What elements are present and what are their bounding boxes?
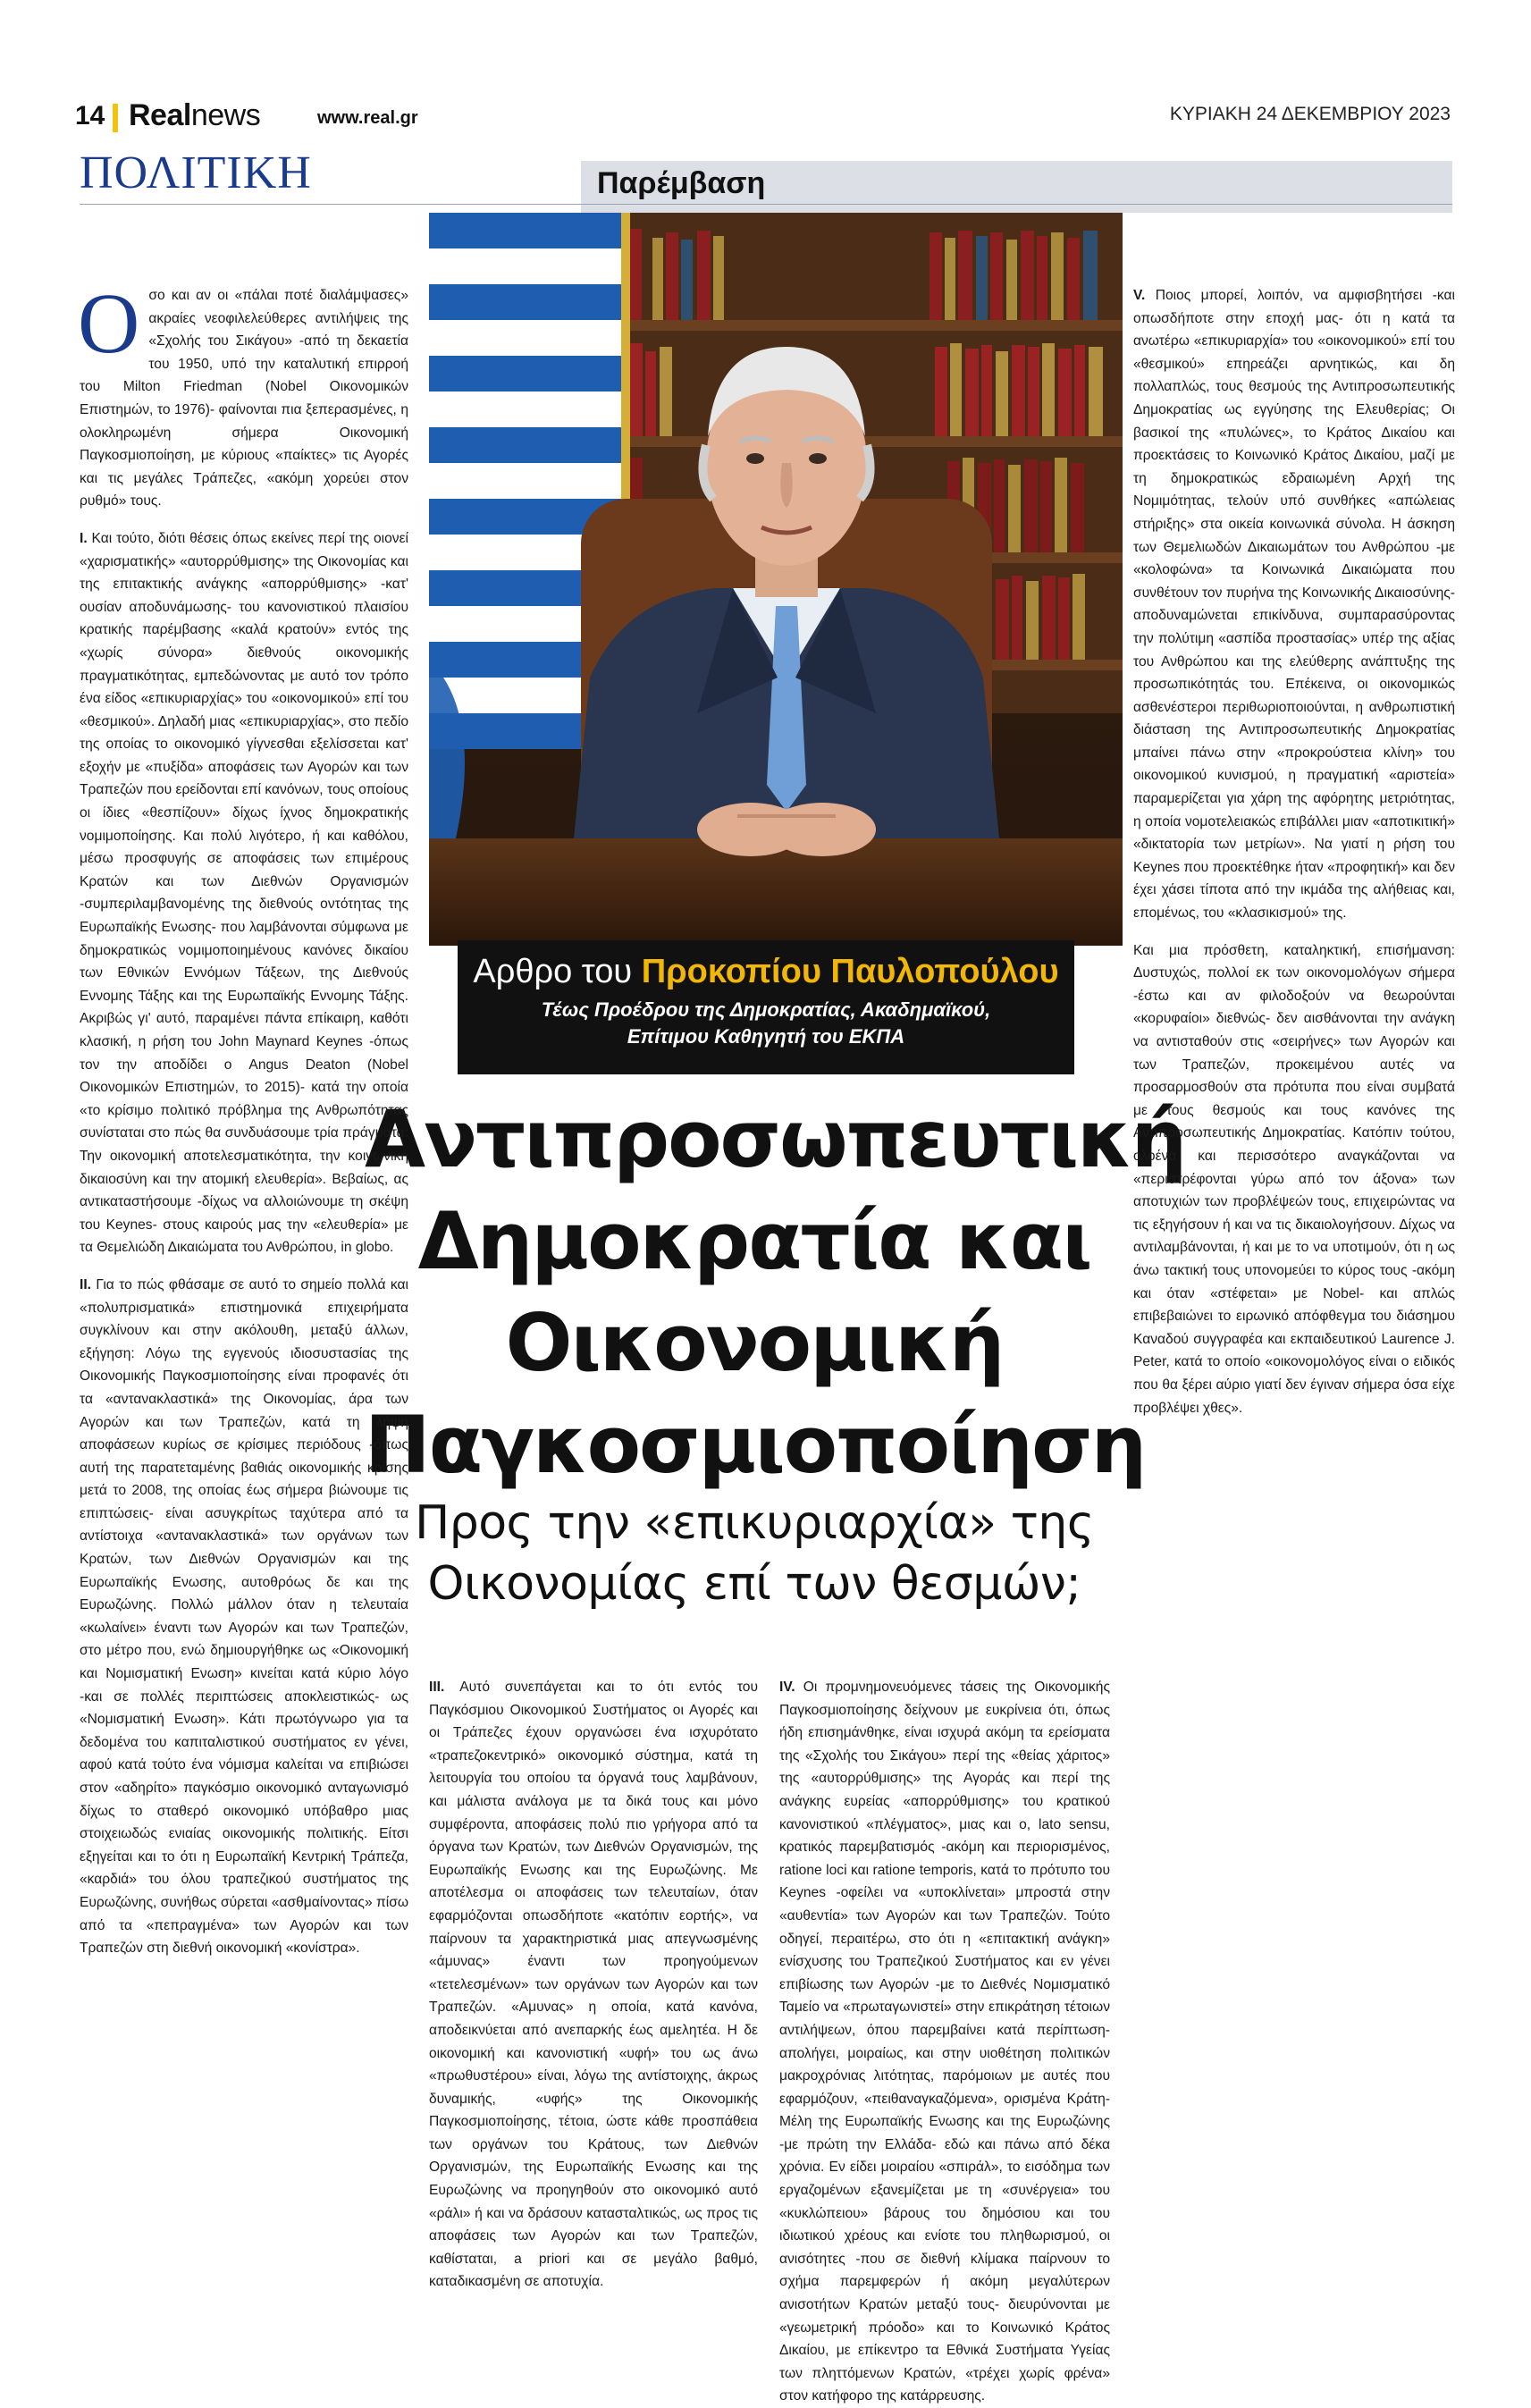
article-column-right — [1133, 284, 1455, 2134]
headline-line-2: Δημοκρατία και — [417, 1195, 1091, 1287]
section-2-label: II. — [80, 1276, 91, 1292]
byline-prefix: Αρθρο του — [473, 953, 642, 990]
kicker-label: Παρέμβαση — [597, 166, 766, 200]
byline-author-name: Προκοπίου Παυλοπούλου — [641, 953, 1059, 990]
section-4-label: IV. — [779, 1680, 795, 1695]
byline-author-line — [458, 953, 1074, 991]
intro-paragraph — [78, 275, 408, 513]
section-5-text: Ποιος μπορεί, λοιπόν, να αμφισβητήσει -και οπωσδήποτε στην εποχή μας- ότι η κατά τα ανωτέρω «επικυριαρχία» του «οικονομικού» επί του «θεσμικού» επηρεάζει αρνητικώς, και δη πολλαπλώς, τους θεσμούς της Αντιπροσωπευτικής Δημοκρατίας ως εγγύησης της Ελευθερίας; Οι βασικοί της «πυλώνες», το Κράτος Δικαίου και προεκτάσεις το Κοινωνικό Κράτος Δικαίου, μαζί με τη δημοκρατικώς εδραιωμένη Αρχή της Νομιμότητας, τελούν υπό συνθήκες «απώλειας στήριξης» στα οικεία κοινωνικά σύνολα. Η άσκηση των Θεμελιωδών Δικαιωμάτων του Ανθρώπου -με «κολοφώνα» τα Κοινωνικά Δικαιώματα που συνθέτουν τον πυρήνα της Κοινωνικής Δικαιοσύνης- αποδυναμώνεται επικίνδυνα, συμπαρασύροντας την πολύτιμη «ασπίδα προστασίας» υπέρ της αξίας του Ανθρώπου και της ελεύθερης ανάπτυξης της προσωπικότητάς του. Επέκεινα, οι οικονομικώς ασθενέστεροι περιθωριοποιούνται, η ανθρωπιστική διάσταση της Αντιπροσωπευτικής Δημοκρατίας μπαίνει πάνω στην «προκρούστεια κλίνη» του οικονομικού κυνισμού, η πραγματική «αριστεία» παραμερίζεται για χάρη της αφόρητης μετριότητας, η οποία νομοτελειακώς επιβάλλει μιαν «αποτικιτική» «δικτατορία των μετρίων». Να γιατί η ρήση του Keynes που προεκτέθηκε ήταν «προφητική» και δεν έχει χάσει τίποτα από την ικμάδα της αλήθειας και, επομένως, του «κλασικισμού» της. — [1133, 288, 1455, 922]
brand-logo — [129, 98, 260, 133]
section-title: ΠΟΛΙΤΙΚΗ — [80, 147, 312, 198]
headline-line-1: Αντιπροσωπευτική — [365, 1093, 1186, 1185]
header-rule — [80, 204, 1452, 205]
section-2-text: Για το πώς φθάσαμε σε αυτό το σημείο πολλά και «πολυπρισματικά» επιστημονικά επιχειρήματα συγκλίνουν και στην ακόλουθη, μεταξύ άλλων, εξήγηση: Λόγω της εγγενούς ιδιοσυστασίας της Οικονομικής Παγκοσμιοποίησης είναι προφανές ότι τα «αντανακλαστικά» της Οικονομίας, άρα των Αγορών και των Τραπεζών, κατά τη λήψη αποφάσεων κυρίως σε κρίσιμες περιόδους -όπως αυτή της παρατεταμένης βαθιάς οικονομικής κρίσης μετά το 2008, της οποίας έως σήμερα βιώνουμε τις επιπτώσεις- είναι ασυγκρίτως ταχύτερα από τα αντίστοιχα «αντανακλαστικά» των οργάνων των Κρατών, των Διεθνών Οργανισμών και της Ευρωπαϊκής Ενωσης, αυτοθρόως δε και της Ευρωζώνης. Πολλώ μάλλον όταν η τελευταία «κωλαίνει» έναντι των Αγορών και των Τραπεζών, στο μέτρο που, ενώ δημιουργήθηκε ως «Οικονομική και Νομισματική Ενωση» κινείται κατά κύριο λόγο -και σε πολλές περιπτώσεις αποκλειστικώς- ως «Νομισματική Ενωση». Κάτι πρωτόγνωρο για τα δεδομένα του καπιταλιστικού συστήματος εν γένει, αφού κατά τούτο ένα νόμισμα καλείται να επιβιώσει στον «αδηρίτο» παγκόσμιο οικονομικό ανταγωνισμό δίχως το σταθερό οικονομικό υπόβαθρο μιας στοιχειωδώς ενιαίας οικονομικής πολιτικής. Είτσι εξηγείται και το ότι η Ευρωπαϊκή Κεντρική Τράπεζα, «καρδιά» του όλου τραπεζικού συστήματος της Ευρωζώνης, συνήθως σύρεται «ασθμαίνοντας» πίσω από τα «πεπραγμένα» των Αγορών και των Τραπεζών στη διεθνή οικονομική «κονίστρα». — [80, 1276, 408, 1957]
header-divider — [113, 104, 118, 132]
article-column-left — [78, 275, 408, 2134]
subheadline — [365, 1493, 1144, 1614]
clasped-hands — [697, 803, 876, 856]
article-column-center-left — [429, 1676, 758, 2290]
section-1-label: I. — [80, 530, 88, 546]
section-3-text: Αυτό συνεπάγεται και το ότι εντός του Παγκόσμιου Οικονομικού Συστήματος οι Αγορές και οι Τράπεζες έχουν οργανώσει ένα ισχυρότατο «τραπεζοκεντρικό» οικονομικό σύστημα, κατά τη λειτουργία του οποίου τα όργανά τους λαμβάνουν, και μάλιστα ανάλογα με τα δικά τους και μόνο συμφέροντα, αποφάσεις πολύ πιο γρήγορα από τα όργανα των Κρατών, των Διεθνών Οργανισμών, της Ευρωπαϊκής Ενωσης και της Ευρωζώνης. Με αποτέλεσμα οι αποφάσεις των τελευταίων, όταν εφαρμόζονται οπωσδήποτε «κατόπιν εορτής», να παίρνουν τα χαρακτηριστικά μιας απεγνωσμένης «άμυνας» έναντι των προηγούμενων «τετελεσμένων» των οργάνων των Αγορών και των Τραπεζών. «Αμυνας» η οποία, κατά κανόνα, αποδεικνύεται από ανεπαρκής έως αμελητέα. Η δε οικονομική και κανονιστική «υφή» του ως άνω «πρωθυστέρου» είναι, λόγω της αντίστοιχης, άκρως δυναμικής, «υφής» της Οικονομικής Παγκοσμιοποίησης, τέτοια, ώστε κάθε προσπάθεια των οργάνων του Κράτους, των Διεθνών Οργανισμών, της Ευρωπαϊκής Ενωσης και της Ευρωζώνης να προηγηθούν στο οικονομικό αυτό «ράλι» ή και να δράσουν κατασταλτικώς, ως προς τις αποφάσεις των Αγορών και των Τραπεζών, καθίσταται, a priori και σε μεγάλο βαθμό, καταδικασμένη σε αποτυχία. — [429, 1680, 758, 2290]
byline-box — [458, 940, 1074, 1074]
section-1 — [80, 527, 408, 1259]
article-column-center-right — [779, 1676, 1110, 2404]
author-photo — [429, 213, 1123, 946]
brand-bold: Real — [129, 98, 191, 132]
issue-date: ΚΥΡΙΑΚΗ 24 ΔΕΚΕΜΒΡΙΟΥ 2023 — [1169, 104, 1451, 124]
closing-paragraph: Και μια πρόσθετη, καταληκτική, επισήμανση: Δυστυχώς, πολλοί εκ των οικονομολόγων σήμερα -έστω και αν φιλοδοξούν να θεωρούνται «κορυφαίοι» διεθνώς- δεν αισθάνονται την ανάγκη να αντισταθούν στις «σειρήνες» των Αγορών και των Τραπεζών, προκειμένου αυτές να προσαρμοσθούν στα πρότυπα που είναι συμβατά με τους θεσμούς και τους κανόνες της Αντιπροσωπευτικής Δημοκρατίας. Κατόπιν τούτου, ολοένα και περισσότερο αναγκάζονται να «περιστρέφονται γύρω από τον άξονα» των αποτυχιών των προβλέψεών τους, επιχειρώντας να τις εξηγήσουν ή και να τις δικαιολογήσουν. Δίχως να αντιλαμβάνονται, ή και με το να υποτιμούν, ότι η ως άνω τακτική τους υπονομεύει το κύρος τους -ακόμη και όταν «στέφεται» με Nobel- και απλώς επιβεβαιώνει το ειρωνικό απόφθεγμα του διάσημου Καναδού συγγραφέα και εκπαιδευτικού Laurence J. Peter, κατά το οποίο «οικονομολόγος είναι ο ειδικός που θα ξέρει αύριο γιατί δεν έγιναν σήμερα όσα είχε προβλέψει χθες». — [1133, 942, 1455, 1416]
brand-thin: news — [190, 98, 261, 132]
section-4 — [779, 1676, 1110, 2408]
section-5-label: V. — [1133, 288, 1146, 303]
drop-cap: Ο — [78, 275, 140, 371]
headline-line-4: Παγκοσμιοποίηση — [365, 1399, 1146, 1491]
section-3-label: III. — [429, 1680, 445, 1695]
page-number: 14 — [75, 101, 105, 131]
headline-line-3: Οικονομική — [505, 1297, 1004, 1389]
site-url: www.real.gr — [317, 108, 418, 128]
section-2 — [80, 1274, 408, 1960]
headline — [365, 1089, 1186, 1496]
section-5 — [1133, 284, 1455, 925]
byline-role-2: Επίτιμου Καθηγητή του ΕΚΠΑ — [627, 1025, 905, 1048]
byline-role-1: Τέως Προέδρου της Δημοκρατίας, Ακαδημαϊκού, — [541, 998, 991, 1021]
subheadline-line-1: Προς την «επικυριαρχία» της — [415, 1496, 1094, 1550]
author-portrait-illustration — [429, 213, 1123, 946]
section-1-text: Και τούτο, διότι θέσεις όπως εκείνες περί της οιονεί «χαρισματικής» «αυτορρύθμισης» της Οικονομίας και της επιτακτικής ανάγκης «απορρύθμισης» -κατ' ουσίαν αποδυνάμωσης- του κανονιστικού πλαισίου κρατικής παρέμβασης «καλά κρατούν» εντός της «χωρίς σύνορα» διεθνούς οικονομικής πραγματικότητας, εμπεδώνοντας με αυτό τον τρόπο ένα είδος «επικυριαρχίας» του «οικονομικού» επί του «θεσμικού». Δηλαδή μιας «επικυριαρχίας», στο πεδίο της οποίας το οικονομικό γίγνεσθαι εξελίσσεται κατ' εξοχήν με «πυξίδα» αποφάσεις των Αγορών και των Τραπεζών που ερείδονται επί κανόνων, τους οποίους οι ίδιες «θεσπίζουν» δίχως ίχνος δημοκρατικής νομιμοποίησης. Και πολύ λιγότερο, ή και καθόλου, μέσω προσφυγής σε αποφάσεις των επιμέρους Κρατών και των Διεθνών Οργανισμών -συμπεριλαμβανομένης της διεθνούς οντότητας της Ευρωπαϊκής Ενωσης- που λαμβάνονται σύμφωνα με δημοκρατικώς νομιμοποιημένους κανόνες δικαίου των Εθνικών Εννόμων Τάξεων, της Διεθνούς Εννομης Τάξης και της Ευρωπαϊκής Εννομης Τάξης. Ακριβώς γι' αυτό, παραμένει πάντα επίκαιρη, καθότι κλασική, η ρήση του John Maynard Keynes -όπως τον την αποδίδει ο Angus Deaton (Nobel Οικονομικών Επιστημών, το 2015)- κατά την οποία «το κρίσιμο πολιτικό πρόβλημα της Ανθρωπότητας συνίσταται στο πώς θα συνδυάσουμε τρία πράγματα: Την οικονομική αποτελεσματικότητα, την κοινωνική δικαιοσύνη και την ατομική ελευθερία». Βεβαίως, ας αντικαταστήσουμε -δίχως να αλλοιώνουμε τη σκέψη του Keynes- στους καιρούς μας την «ελευθερία» με τα Θεμελιώδη Δικαιώματα του Ανθρώπου, in globo. — [80, 530, 408, 1256]
subheadline-line-2: Οικονομίας επί των θεσμών; — [427, 1557, 1081, 1611]
section-4-text: Οι προμνημονευόμενες τάσεις της Οικονομικής Παγκοσμιοποίησης δείχνουν με ευκρίνεια ότι, όπως ήδη επισημάνθηκε, είναι ισχυρά ακόμη τα ερείσματα της «Σχολής του Σικάγου» περί της «θείας χάριτος» της «αυτορρύθμισης» της Αγοράς και περί της ανάγκης ευρείας «απορρύθμισης» του κρατικού κανονιστικού «πλέγματος», μιας και ο, lato sensu, κρατικός παρεμβατισμός -ακόμη και περιορισμένος, ratione loci και ratione temporis, κατά το πρότυπο του Keynes -οφείλει να «υποκλίνεται» μπροστά στην «αυθεντία» των Αγορών και των Τραπεζών. Τούτο οδηγεί, περαιτέρω, στο ότι η «επιτακτική ανάγκη» ενίσχυσης του Τραπεζικού Συστήματος και εν γένει επιβίωσης των Αγορών -με το Διεθνές Νομισματικό Ταμείο να «πρωταγωνιστεί» στην επικράτηση τέτοιων αντιλήψεων, όπου παρεμβαίνει κατά περίπτωση- απολήγει, μοιραίως, και στην υιοθέτηση πολιτικών μακροχρόνιας λιτότητας, παρόμοιων με αυτές που εφαρμόζουν, «πειθαναγκαζόμενα», ορισμένα Κράτη-Μέλη της Ευρωπαϊκής Ενωσης και της Ευρωζώνης -με πρώτη την Ελλάδα- εδώ και πάνω από δέκα χρόνια. Εν είδει μοιραίου «σπιράλ», το εισόδημα των εργαζομένων εξανεμίζεται με τη «συνέργεια» του «κυκλώπειου» βάρους του δημόσιου και του ιδιωτικού χρέους και ενίοτε του πληθωρισμού, οι ανισότητες -που σε διεθνή κλίμακα παίρνουν το σχήμα παρεμφερών ή ακόμη μεγαλύτερων ανισοτήτων Κρατών μεταξύ τους- διευρύνονται με «γεωμετρική πρόοδο» και το Κοινωνικό Κράτος Δικαίου, με επίκεντρο τα Εθνικά Συστήματα Υγείας των πληττόμενων Κρατών, «τρέχει χωρίς φρένα» στον κατήφορο της κατάρρευσης. — [779, 1680, 1110, 2404]
section-3 — [429, 1676, 758, 2294]
desk — [429, 838, 1123, 946]
intro-text: σο και αν οι «πάλαι ποτέ διαλάμψασες» ακραίες νεοφιλελεύθερες αντιλήψεις της «Σχολής του Σικάγου» -από τη δεκαετία του 1950, υπό την καταλυτική επιρροή του Milton Friedman (Nobel Οικονομικών Επιστημών, το 1976)- φαίνονται πια ξεπερασμένες, η ολοκληρωμένη σήμερα Οικονομική Παγκοσμιοποίηση, με κύριους «παίκτες» τις Αγορές και τις μεγάλες Τράπεζες, «ακόμη χορεύει στον ρυθμό» τους. — [80, 288, 408, 509]
